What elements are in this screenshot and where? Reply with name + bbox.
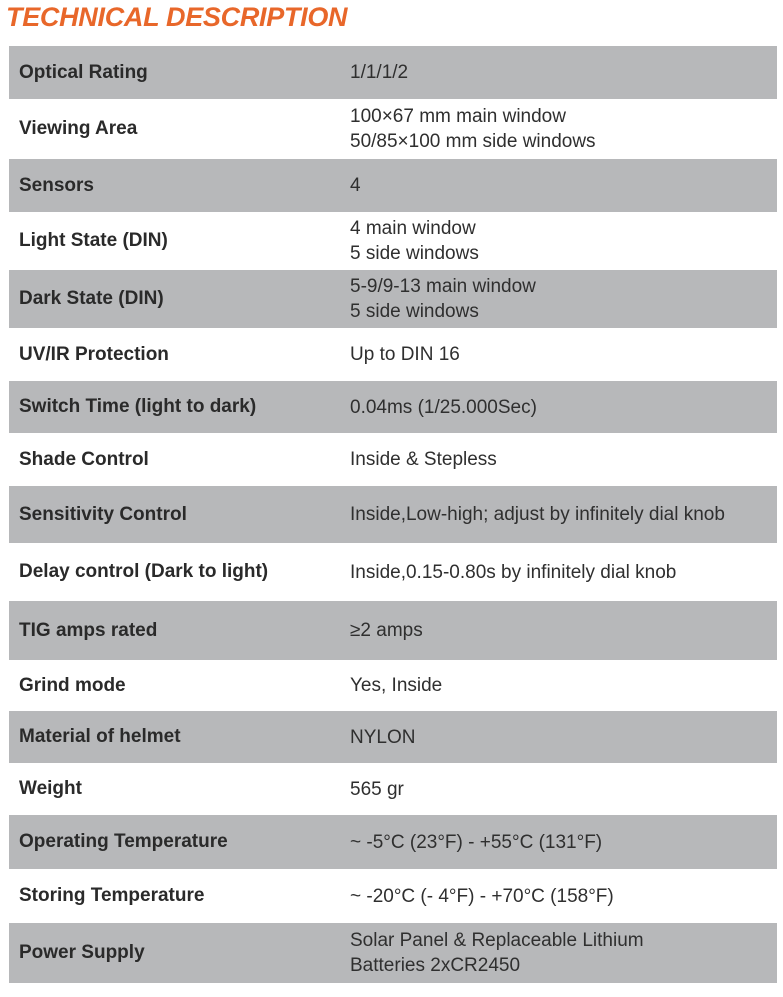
spec-label: Switch Time (light to dark) [19, 396, 257, 417]
spec-label: Delay control (Dark to light) [19, 561, 269, 582]
spec-label: Material of helmet [19, 726, 181, 747]
spec-value: Inside,Low-high; adjust by infinitely dial knob [350, 504, 725, 525]
spec-label: Shade Control [19, 448, 149, 470]
spec-table [9, 46, 777, 983]
spec-label: Sensitivity Control [19, 503, 187, 525]
spec-value: 4 [350, 175, 361, 196]
table-row [9, 159, 777, 212]
spec-value: Up to DIN 16 [350, 344, 460, 365]
spec-value: Inside,0.15-0.80s by infinitely dial knob [350, 561, 677, 583]
spec-value: Solar Panel & Replaceable Lithium Batteries 2xCR2450 [350, 930, 644, 976]
table-row [9, 869, 777, 923]
spec-label: Operating Temperature [19, 831, 228, 852]
spec-label: Light State (DIN) [19, 230, 168, 251]
table-row [9, 381, 777, 433]
spec-value: 5-9/9-13 main window 5 side windows [350, 276, 536, 322]
spec-value: 100×67 mm main window 50/85×100 mm side windows [350, 106, 596, 152]
spec-value: ~ -5°C (23°F) - +55°C (131°F) [350, 831, 603, 853]
spec-label: Grind mode [19, 674, 126, 696]
table-row [9, 433, 777, 486]
table-row [9, 328, 777, 381]
table-row [9, 763, 777, 815]
table-row [9, 99, 777, 159]
table-row [9, 46, 777, 99]
spec-value: 0.04ms (1/25.000Sec) [350, 396, 537, 418]
table-row [9, 212, 777, 270]
spec-value: ≥2 amps [350, 620, 423, 641]
table-row [9, 601, 777, 660]
spec-value: NYLON [350, 726, 416, 748]
table-row [9, 923, 777, 983]
spec-label: Dark State (DIN) [19, 288, 164, 309]
spec-value: 565 gr [350, 778, 404, 800]
spec-label: UV/IR Protection [19, 343, 169, 365]
table-row [9, 660, 777, 711]
table-row [9, 815, 777, 869]
spec-label: Sensors [19, 174, 94, 196]
table-row [9, 270, 777, 328]
spec-label: Weight [19, 778, 82, 799]
spec-value: Yes, Inside [350, 675, 443, 696]
spec-label: Viewing Area [19, 118, 138, 139]
spec-label: Power Supply [19, 942, 145, 963]
spec-value: 1/1/1/2 [350, 62, 409, 83]
spec-value: Inside & Stepless [350, 449, 497, 470]
table-row [9, 543, 777, 601]
table-row [9, 711, 777, 763]
spec-value: ~ -20°C (- 4°F) - +70°C (158°F) [350, 885, 614, 907]
page-title: TECHNICAL DESCRIPTION [6, 2, 348, 32]
spec-label: Storing Temperature [19, 885, 205, 906]
table-row [9, 486, 777, 543]
spec-label: Optical Rating [19, 61, 148, 83]
spec-label: TIG amps rated [19, 619, 158, 641]
spec-value: 4 main window 5 side windows [350, 218, 479, 264]
